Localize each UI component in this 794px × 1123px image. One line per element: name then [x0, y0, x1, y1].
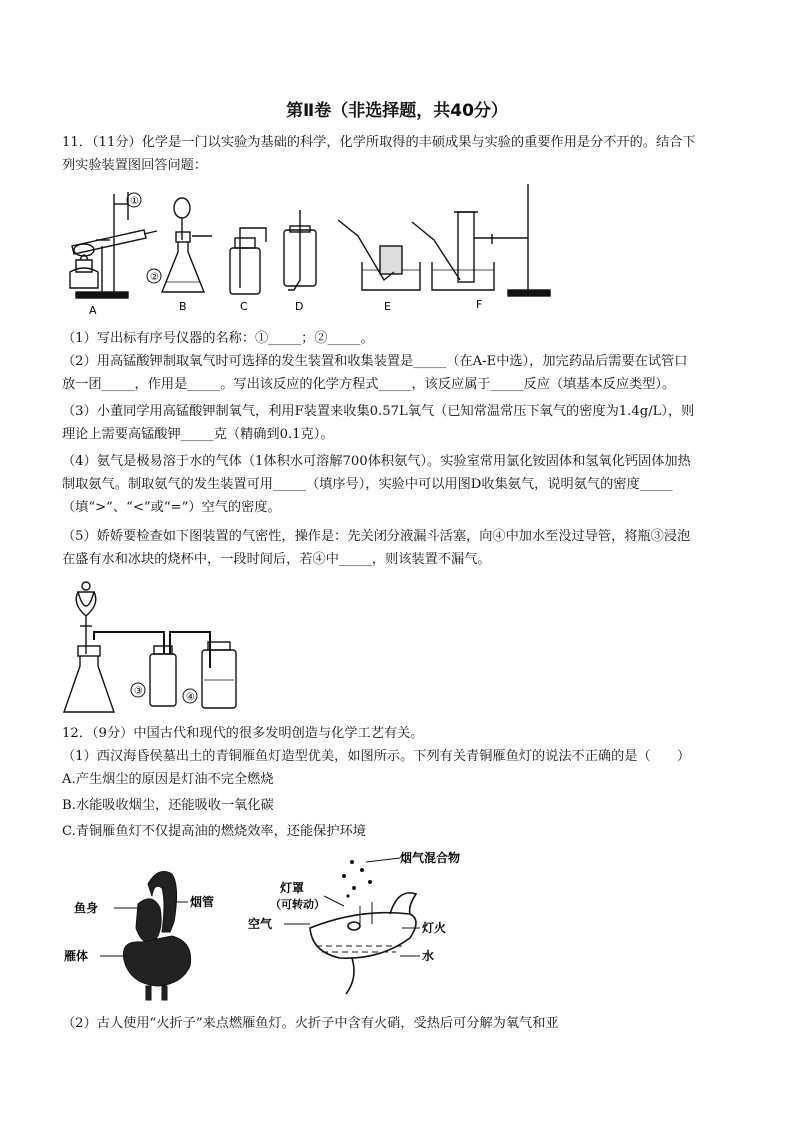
q11-part-2-line-1: （2）用高锰酸钾制取氧气时可选择的发生装置和收集装置是_____（在A-E中选），加完药品后需要在试管口	[62, 354, 688, 369]
q12-option-c: C.青铜雁鱼灯不仅提高油的燃烧效率，还能保护环境	[62, 824, 366, 839]
test-tube-a	[72, 230, 146, 254]
label-f: F	[476, 298, 483, 311]
q11-part-5	[62, 525, 742, 571]
airtightness-figure	[62, 580, 262, 716]
q12-stem: 12．（9分）中国古代和现代的很多发明创造与化学工艺有关。	[62, 726, 424, 741]
q12-option-b: B.水能吸收烟尘，还能吸收一氧化碳	[62, 798, 274, 813]
q11-stem-line-1: 11．（11分）化学是一门以实验为基础的科学，化学所取得的丰硕成果与实验的重要作用是分不开的。结合下	[62, 135, 696, 150]
q12-part-2: （2）古人使用“火折子”来点燃雁鱼灯。火折子中含有火硝，受热后可分解为氧气和亚	[62, 1016, 559, 1031]
q11-part-4-line-1: （4）氨气是极易溶于水的气体（1体积水可溶解700体积氨气）。实验室常用氯化铵固体和氢氧化钙固体加热	[62, 454, 691, 469]
q12-option-a: A.产生烟尘的原因是灯油不完全燃烧	[62, 772, 274, 787]
label-smoke-mix: 烟气混合物	[400, 851, 461, 865]
lamp-schematic-figure	[240, 848, 500, 1008]
label-c: C	[240, 300, 248, 313]
q11-part-4-line-3: （填“>”、“<”或“=”）空气的密度。	[62, 500, 281, 515]
q11-stem-line-2: 列实验装置图回答问题：	[62, 158, 208, 173]
q12-part-1: （1）西汉海昏侯墓出土的青铜雁鱼灯造型优美，如图所示。下列有关青铜雁鱼灯的说法不正确的是（ ）	[62, 749, 691, 764]
q11-part-3	[62, 400, 742, 446]
marker-2: ②	[150, 272, 159, 283]
q11-part-5-line-2: 在盛有水和冰块的烧杯中，一段时间后，若④中_____，则该装置不漏气。	[62, 552, 491, 567]
apparatus-figure	[62, 180, 552, 320]
stand-base	[76, 292, 128, 298]
label-smoke-pipe: 烟管	[190, 895, 215, 909]
label-flame: 灯火	[422, 921, 447, 935]
airtightness-drawing	[62, 580, 262, 716]
q11-part-5-line-1: （5）娇娇要检查如下图装置的气密性，操作是：先关闭分液漏斗活塞，向④中加水至没过导管，将瓶③浸泡	[62, 529, 691, 544]
label-fish-body: 鱼身	[74, 901, 99, 915]
q11-part-3-line-2: 理论上需要高锰酸钾_____克（精确到0.1克）。	[62, 427, 334, 442]
q11-part-1: （1）写出标有序号仪器的名称：①_____；②_____。	[62, 331, 374, 346]
goose-fish-lamp-drawing	[62, 862, 242, 1008]
q11-part-4	[62, 450, 742, 519]
apparatus-drawing	[62, 180, 552, 320]
marker-4: ④	[186, 692, 195, 703]
label-air: 空气	[248, 917, 273, 931]
label-d: D	[295, 300, 304, 313]
q11-stem	[62, 131, 742, 177]
label-b: B	[179, 300, 187, 313]
marker-3: ③	[134, 686, 143, 697]
fish-body-shape	[136, 899, 161, 943]
q11-part-4-line-2: 制取氨气。制取氨气的发生装置可用_____（填序号），实验中可以用图D收集氨气，说明氨气的密度_____	[62, 477, 673, 492]
label-lamp-cover-2: （可转动）	[270, 898, 325, 911]
label-e: E	[384, 300, 391, 313]
q11-part-2-line-2: 放一团_____，作用是_____。写出该反应的化学方程式_____，该反应属于_____反应（填基本反应类型）。	[62, 377, 676, 392]
lamp-schematic-drawing	[240, 848, 500, 1008]
label-goose-body: 雁体	[64, 949, 89, 963]
goose-fish-lamp-figure	[62, 862, 242, 1008]
q11-part-2	[62, 350, 742, 396]
label-a: A	[89, 304, 97, 317]
label-lamp-cover-1: 灯罩	[280, 881, 305, 895]
goose-body-shape	[123, 936, 190, 986]
section-title: 第Ⅱ卷（非选择题，共40分）	[286, 101, 508, 121]
label-water: 水	[422, 949, 435, 963]
marker-1: ①	[130, 196, 139, 207]
q11-part-3-line-1: （3）小董同学用高锰酸钾制氧气，利用F装置来收集0.57L氧气（已知常温常压下氧气的密度为1.4g/L），则	[62, 404, 695, 419]
